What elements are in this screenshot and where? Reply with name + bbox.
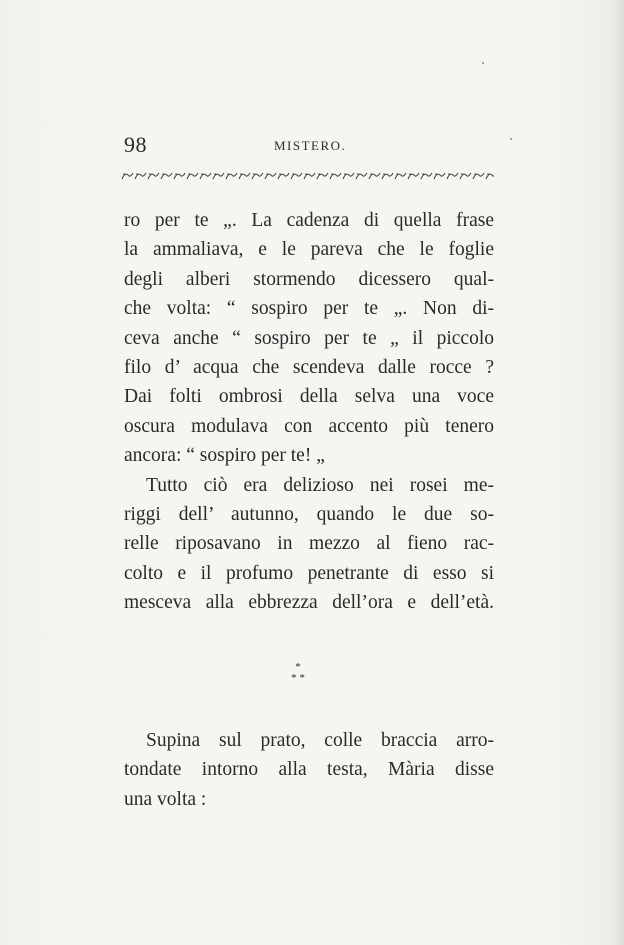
text-line: filo d’ acqua che scendeva dalle rocce ?	[124, 356, 494, 378]
ornament-dot	[435, 173, 437, 175]
text-line: colto e il profumo penetrante di esso si	[124, 562, 494, 584]
text-line: degli alberi stormendo dicessero qual-	[124, 268, 494, 290]
text-line: la ammaliava, e le pareva che le foglie	[124, 239, 494, 261]
text-line: Supina sul prato, colle braccia arro-	[146, 730, 494, 751]
text-line: riggi dell’ autunno, quando le due so-	[124, 503, 494, 525]
asterism-top: *	[295, 661, 301, 673]
ornament-dot	[344, 173, 346, 175]
text-line: mesceva alla ebbrezza dell’ora e dell’età.	[124, 592, 494, 614]
ornament-dot	[487, 173, 489, 175]
ornament-dot	[175, 173, 177, 175]
body-text-continued	[124, 726, 494, 814]
ornament-dot	[292, 173, 294, 175]
text-line: ancora: “ sospiro per te! „	[124, 445, 325, 467]
ornament-dot	[448, 173, 450, 175]
text-line: tondate intorno alla testa, Mària disse	[124, 759, 494, 781]
running-title: MISTERO.	[274, 138, 347, 153]
ornament-dot	[266, 173, 268, 175]
ornament-dot	[227, 173, 229, 175]
running-header	[124, 132, 494, 162]
ornament-dot	[396, 173, 398, 175]
ornament-dot	[461, 173, 463, 175]
text-line: Tutto ciò era delizioso nei rosei me-	[146, 474, 494, 496]
ornament-dot	[383, 173, 385, 175]
ornament-dot	[123, 173, 125, 175]
ornament-dot	[149, 173, 151, 175]
page-edge-shadow	[610, 0, 624, 945]
ornament-dot	[474, 173, 476, 175]
text-line: che volta: “ sospiro per te „. Non di-	[124, 298, 494, 320]
ornament-dot	[305, 173, 307, 175]
ornament-dot	[136, 173, 138, 175]
text-line: oscura modulava con accento più tenero	[124, 415, 494, 437]
ornament-dot	[253, 173, 255, 175]
ornament-dot	[214, 173, 216, 175]
body-text	[124, 206, 494, 617]
section-break-asterism	[278, 662, 318, 692]
ornament-dot	[188, 173, 190, 175]
ornament-dot	[201, 173, 203, 175]
ornament-dot	[318, 173, 320, 175]
page-number: 98	[124, 132, 147, 157]
text-line: Dai folti ombrosi della selva una voce	[124, 386, 494, 408]
text-line: ro per te „. La cadenza di quella frase	[124, 210, 494, 231]
text-line: ceva anche “ sospiro per te „ il piccolo	[124, 327, 494, 349]
paper-speck	[482, 62, 484, 64]
ornament-dot	[370, 173, 372, 175]
asterism-bottom: * *	[291, 672, 305, 684]
ornament-dot	[422, 173, 424, 175]
ornament-dot	[409, 173, 411, 175]
ornament-sprig	[486, 173, 494, 179]
ornament-dot	[240, 173, 242, 175]
ornament-dot	[279, 173, 281, 175]
ornament-dot	[331, 173, 333, 175]
text-line: relle riposavano in mezzo al fieno rac-	[124, 533, 494, 555]
ornament-dot	[162, 173, 164, 175]
ornament-dot	[357, 173, 359, 175]
paper-speck	[510, 138, 512, 140]
decorative-rule	[118, 170, 494, 182]
text-line: una volta :	[124, 788, 207, 810]
